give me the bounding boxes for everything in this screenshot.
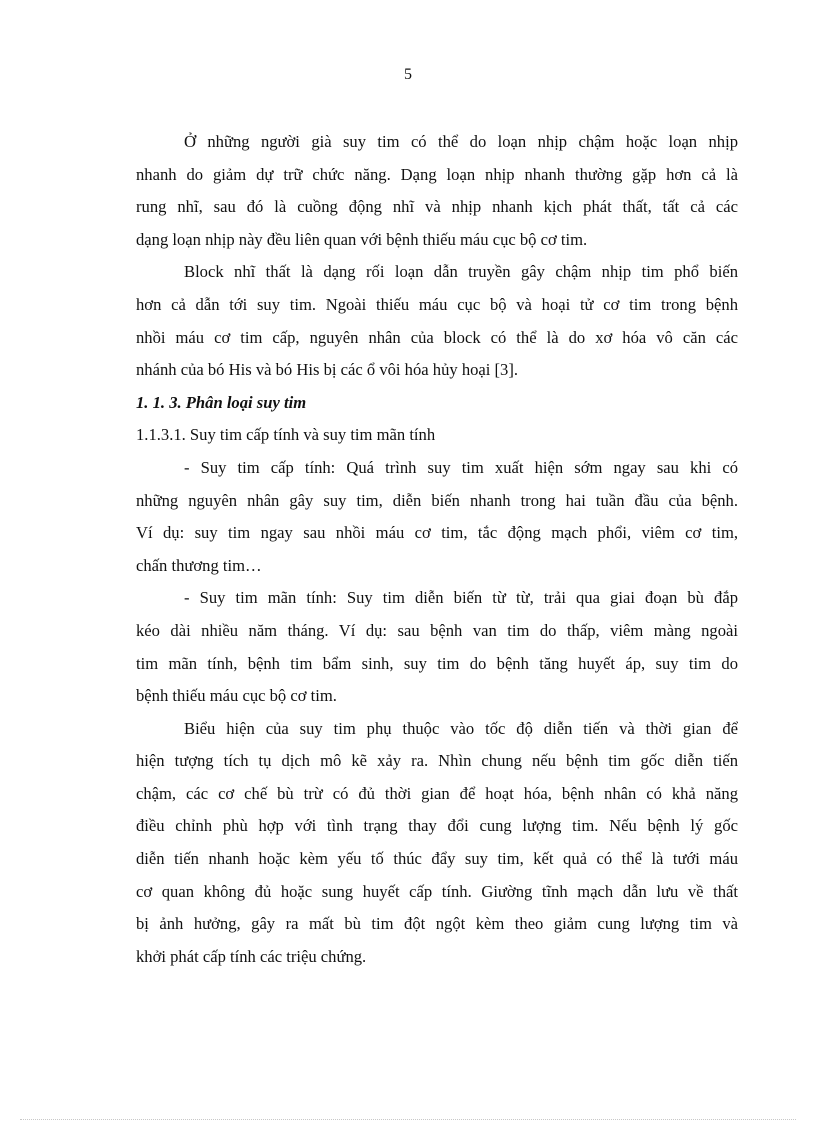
paragraph-arrhythmia	[136, 126, 738, 256]
paragraph-chronic-heart-failure	[136, 582, 738, 712]
text-line: nhánh của bó His và bó His bị các ổ vôi hóa hủy hoại [3].	[136, 360, 519, 380]
subsection-heading: 1.1.3.1. Suy tim cấp tính và suy tim mãn tính	[136, 425, 436, 445]
paragraph-acute-heart-failure	[136, 452, 738, 582]
page-bottom-divider	[20, 1119, 796, 1120]
text-line: Biểu hiện của suy tim phụ thuộc vào tốc độ diễn tiến và thời gian để	[184, 718, 738, 738]
text-line: khởi phát cấp tính các triệu chứng.	[136, 946, 367, 966]
text-line: hiện tượng tích tụ dịch mô kẽ xảy ra. Nhìn chung nếu bệnh tim gốc diễn tiến	[136, 751, 738, 771]
text-line: - Suy tim mãn tính: Suy tim diễn biến từ từ, trải qua giai đoạn bù đắp	[184, 588, 738, 608]
text-line: kéo dài nhiều năm tháng. Ví dụ: sau bệnh van tim do thấp, viêm màng ngoài	[136, 620, 738, 640]
text-line: Block nhĩ thất là dạng rối loạn dẫn truyền gây chậm nhịp tim phổ biến	[184, 262, 738, 282]
text-line: hơn cả dẫn tới suy tim. Ngoài thiếu máu cục bộ và hoại tử cơ tim trong bệnh	[136, 294, 738, 314]
section-heading: 1. 1. 3. Phân loại suy tim	[136, 392, 307, 412]
paragraph-av-block	[136, 256, 738, 386]
text-line: chậm, các cơ chế bù trừ có đủ thời gian để hoạt hóa, bệnh nhân có khả năng	[136, 783, 738, 803]
page-number: 5	[404, 66, 412, 83]
text-line: rung nhĩ, sau đó là cuồng động nhĩ và nhịp nhanh kịch phát thất, tất cả các	[136, 197, 738, 217]
text-line: diễn tiến nhanh hoặc kèm yếu tố thúc đẩy suy tim, kết quả có thể là tưới máu	[136, 849, 738, 869]
text-line: bệnh thiếu máu cục bộ cơ tim.	[136, 686, 337, 706]
text-line: những nguyên nhân gây suy tim, diễn biến nhanh trong hai tuần đầu của bệnh.	[136, 490, 738, 510]
text-line: cơ quan không đủ hoặc sung huyết cấp tính. Giường tĩnh mạch dẫn lưu về thất	[136, 881, 738, 901]
text-line: dạng loạn nhịp này đều liên quan với bệnh thiếu máu cục bộ cơ tim.	[136, 229, 588, 249]
text-line: Ở những người già suy tim có thể do loạn nhịp chậm hoặc loạn nhịp	[184, 132, 738, 151]
text-line: chấn thương tim…	[136, 555, 262, 575]
text-line: tim mãn tính, bệnh tim bẩm sinh, suy tim do bệnh tăng huyết áp, suy tim do	[136, 653, 738, 673]
text-line: Ví dụ: suy tim ngay sau nhồi máu cơ tim, tắc động mạch phổi, viêm cơ tim,	[136, 523, 738, 543]
text-line: điều chỉnh phù hợp với tình trạng thay đổi cung lượng tim. Nếu bệnh lý gốc	[136, 816, 738, 836]
text-line: nhồi máu cơ tim cấp, nguyên nhân của block có thể là do xơ hóa vô căn các	[136, 327, 738, 347]
paragraph-manifestations	[136, 713, 738, 974]
text-line: - Suy tim cấp tính: Quá trình suy tim xuất hiện sớm ngay sau khi có	[184, 457, 738, 477]
text-line: bị ảnh hưởng, gây ra mất bù tim đột ngột kèm theo giảm cung lượng tim và	[136, 914, 738, 934]
text-line: nhanh do giảm dự trữ chức năng. Dạng loạn nhịp nhanh thường gặp hơn cả là	[136, 164, 738, 184]
page-body	[136, 126, 738, 973]
